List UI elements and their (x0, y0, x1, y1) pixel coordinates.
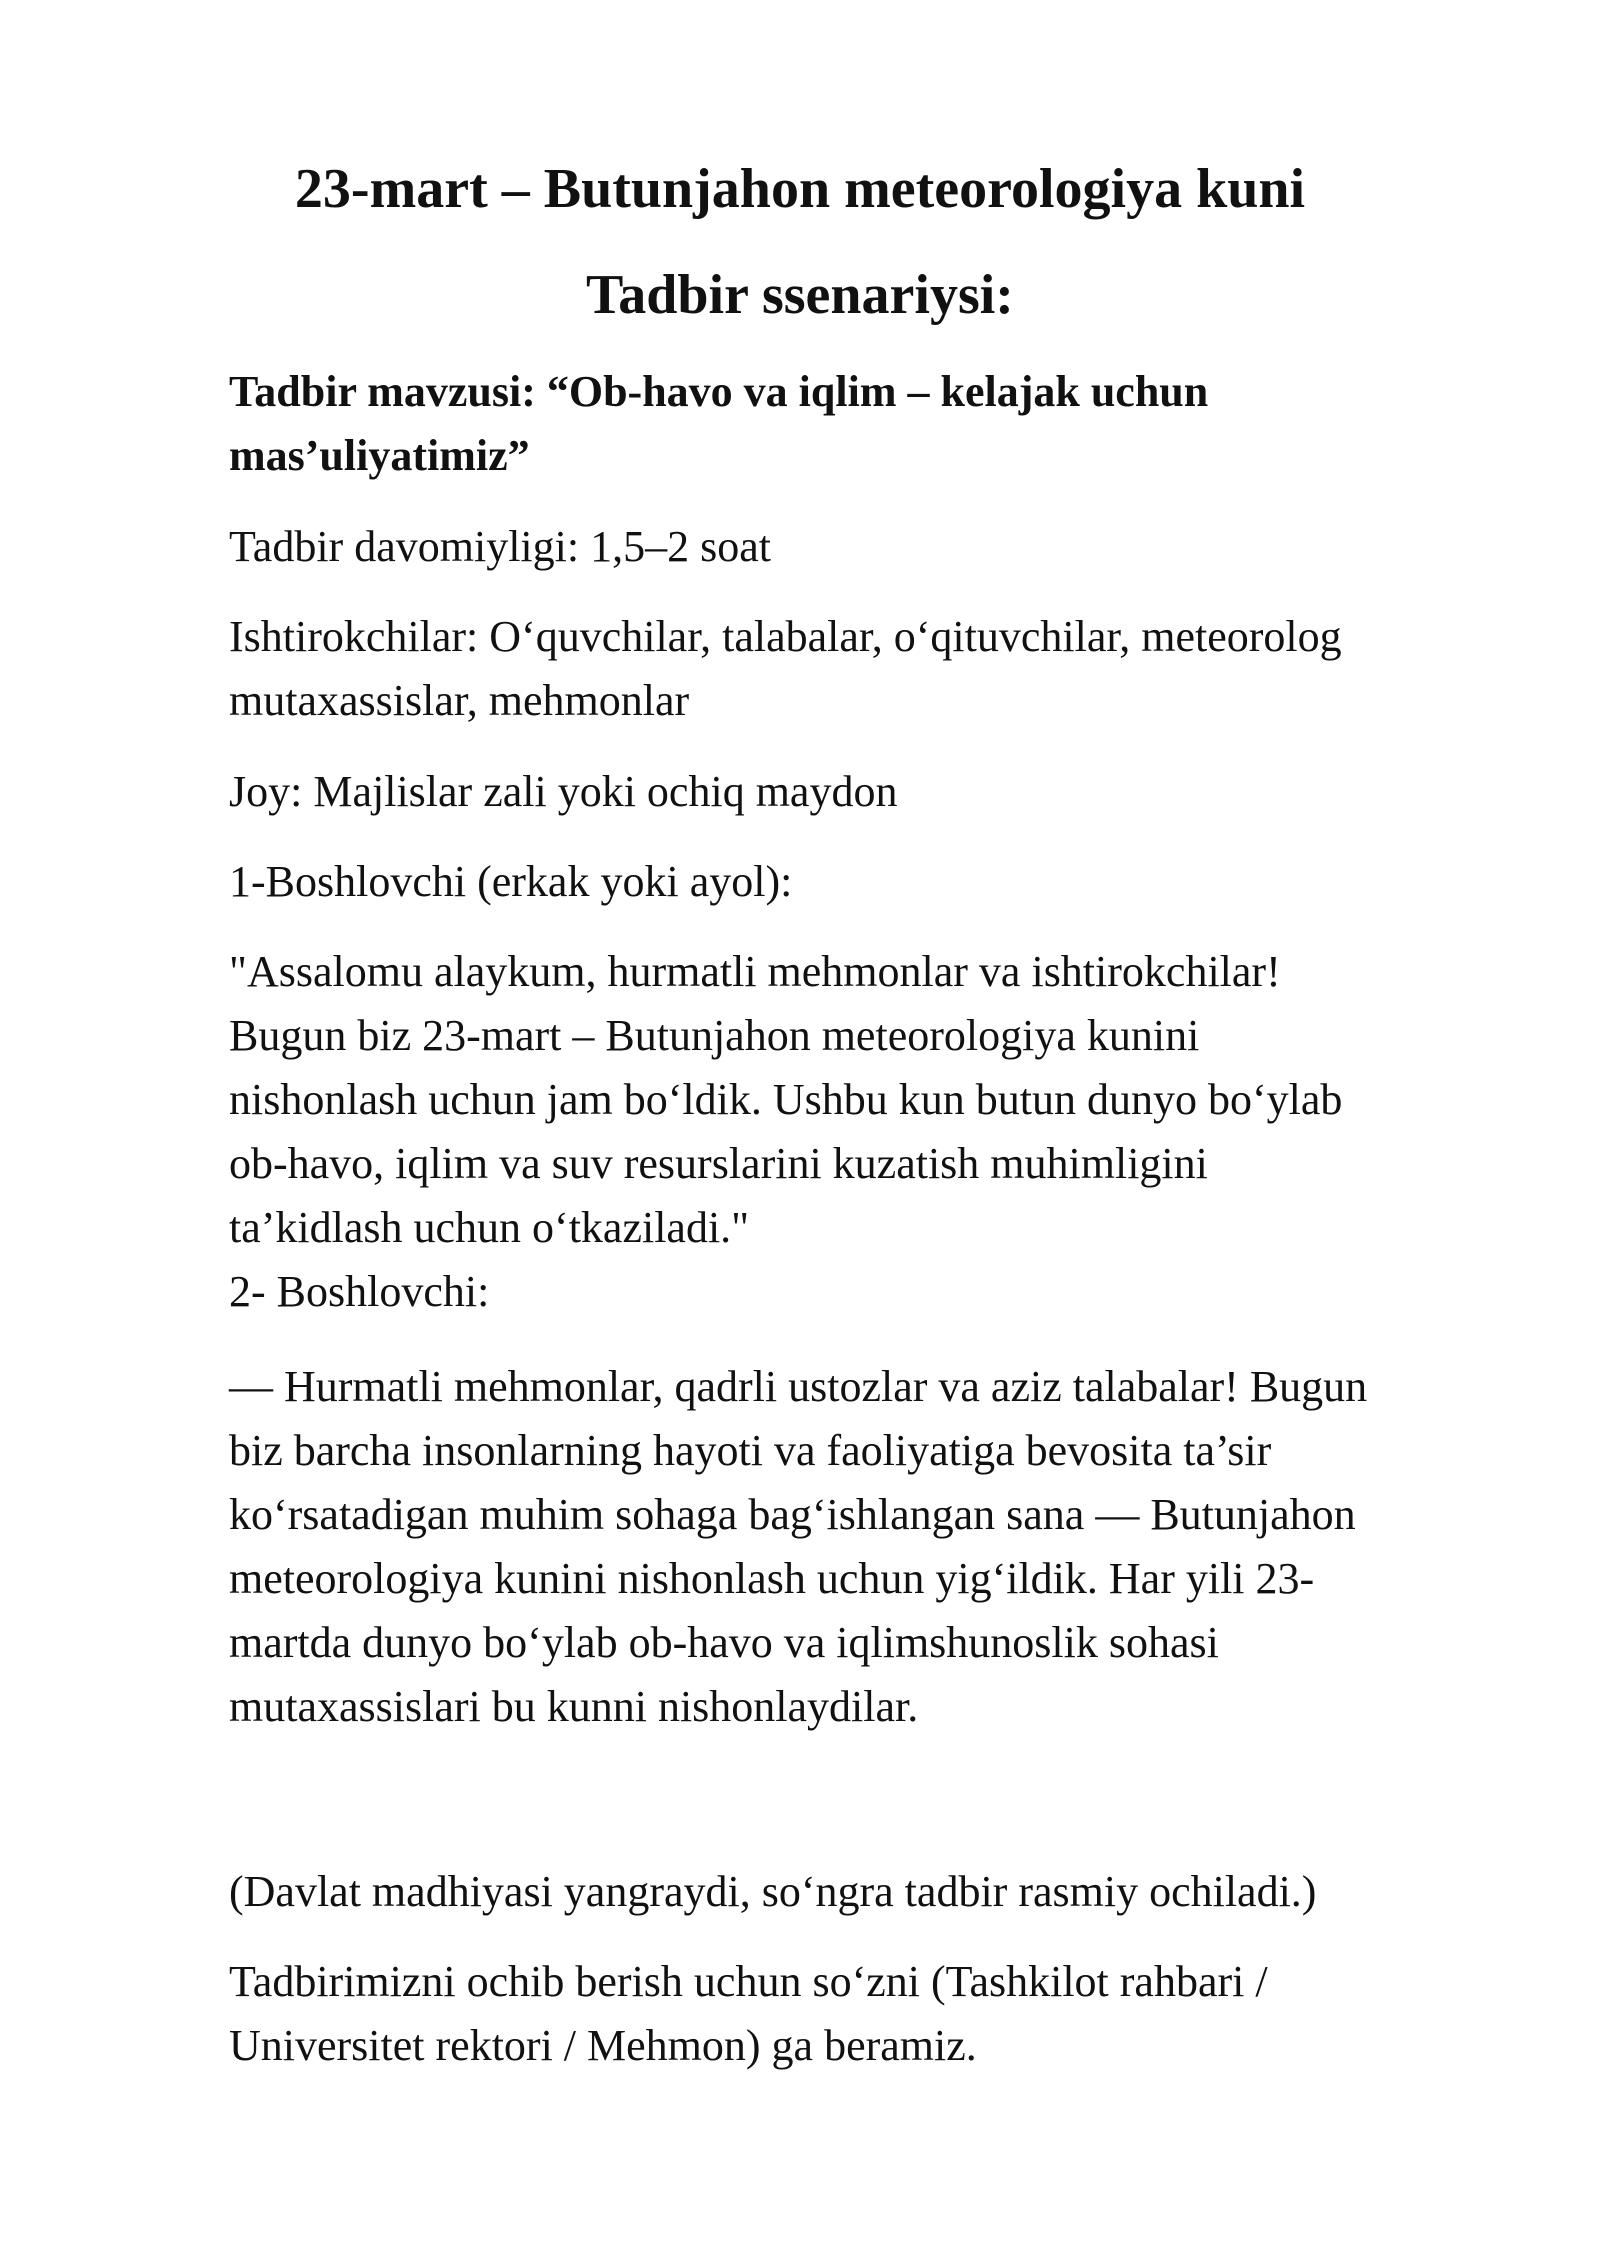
host1-speech (229, 940, 1519, 1260)
host2-speech (229, 1355, 1519, 1739)
host2-speech-line: — Hurmatli mehmonlar, qadrli ustozlar va aziz talabalar! Bugun (229, 1362, 1368, 1411)
document-subtitle: Tadbir ssenariysi: (586, 264, 1014, 326)
host2-speech-line: martda dunyo bo‘ylab ob-havo va iqlimshunoslik sohasi (229, 1618, 1219, 1667)
host1-label: 1-Boshlovchi (erkak yoki ayol): (229, 857, 793, 906)
host2-speech-line: ko‘rsatadigan muhim sohaga bag‘ishlangan sana — Butunjahon (229, 1490, 1356, 1539)
event-topic (229, 360, 1519, 488)
participants-line: mutaxassislar, mehmonlar (229, 676, 690, 725)
document-title: 23-mart – Butunjahon meteorologiya kuni (294, 158, 1306, 220)
host1-speech-line: Bugun biz 23-mart – Butunjahon meteorologiya kunini (229, 1011, 1200, 1060)
event-topic-line: mas’uliyatimiz” (229, 431, 530, 480)
host2-speech-line: mutaxassislari bu kunni nishonlaydilar. (229, 1682, 919, 1731)
opening-statement (229, 1950, 1519, 2078)
anthem-note: (Davlat madhiyasi yangraydi, so‘ngra tadbir rasmiy ochiladi.) (229, 1867, 1317, 1916)
event-topic-line: Tadbir mavzusi: “Ob-havo va iqlim – kelajak uchun (229, 367, 1209, 416)
opening-line: Universitet rektori / Mehmon) ga beramiz. (229, 2021, 977, 2070)
opening-line: Tadbirimizni ochib berish uchun so‘zni (Tashkilot rahbari / (229, 1957, 1268, 2006)
event-venue: Joy: Majlislar zali yoki ochiq maydon (229, 767, 898, 816)
event-participants (229, 605, 1519, 733)
host1-speech-line: nishonlash uchun jam bo‘ldik. Ushbu kun butun dunyo bo‘ylab (229, 1075, 1343, 1124)
host2-speech-line: meteorologiya kunini nishonlash uchun yig‘ildik. Har yili 23- (229, 1554, 1315, 1603)
event-duration: Tadbir davomiyligi: 1,5–2 soat (229, 522, 771, 571)
host1-speech-line: "Assalomu alaykum, hurmatli mehmonlar va ishtirokchilar! (229, 947, 1281, 996)
host2-label: 2- Boshlovchi: (229, 1267, 490, 1316)
participants-line: Ishtirokchilar: O‘quvchilar, talabalar, o‘qituvchilar, meteorolog (229, 612, 1342, 661)
host2-speech-line: biz barcha insonlarning hayoti va faoliyatiga bevosita ta’sir (229, 1426, 1272, 1475)
host1-speech-line: ob-havo, iqlim va suv resurslarini kuzatish muhimligini (229, 1139, 1208, 1188)
host1-speech-line: ta’kidlash uchun o‘tkaziladi." (229, 1203, 750, 1252)
